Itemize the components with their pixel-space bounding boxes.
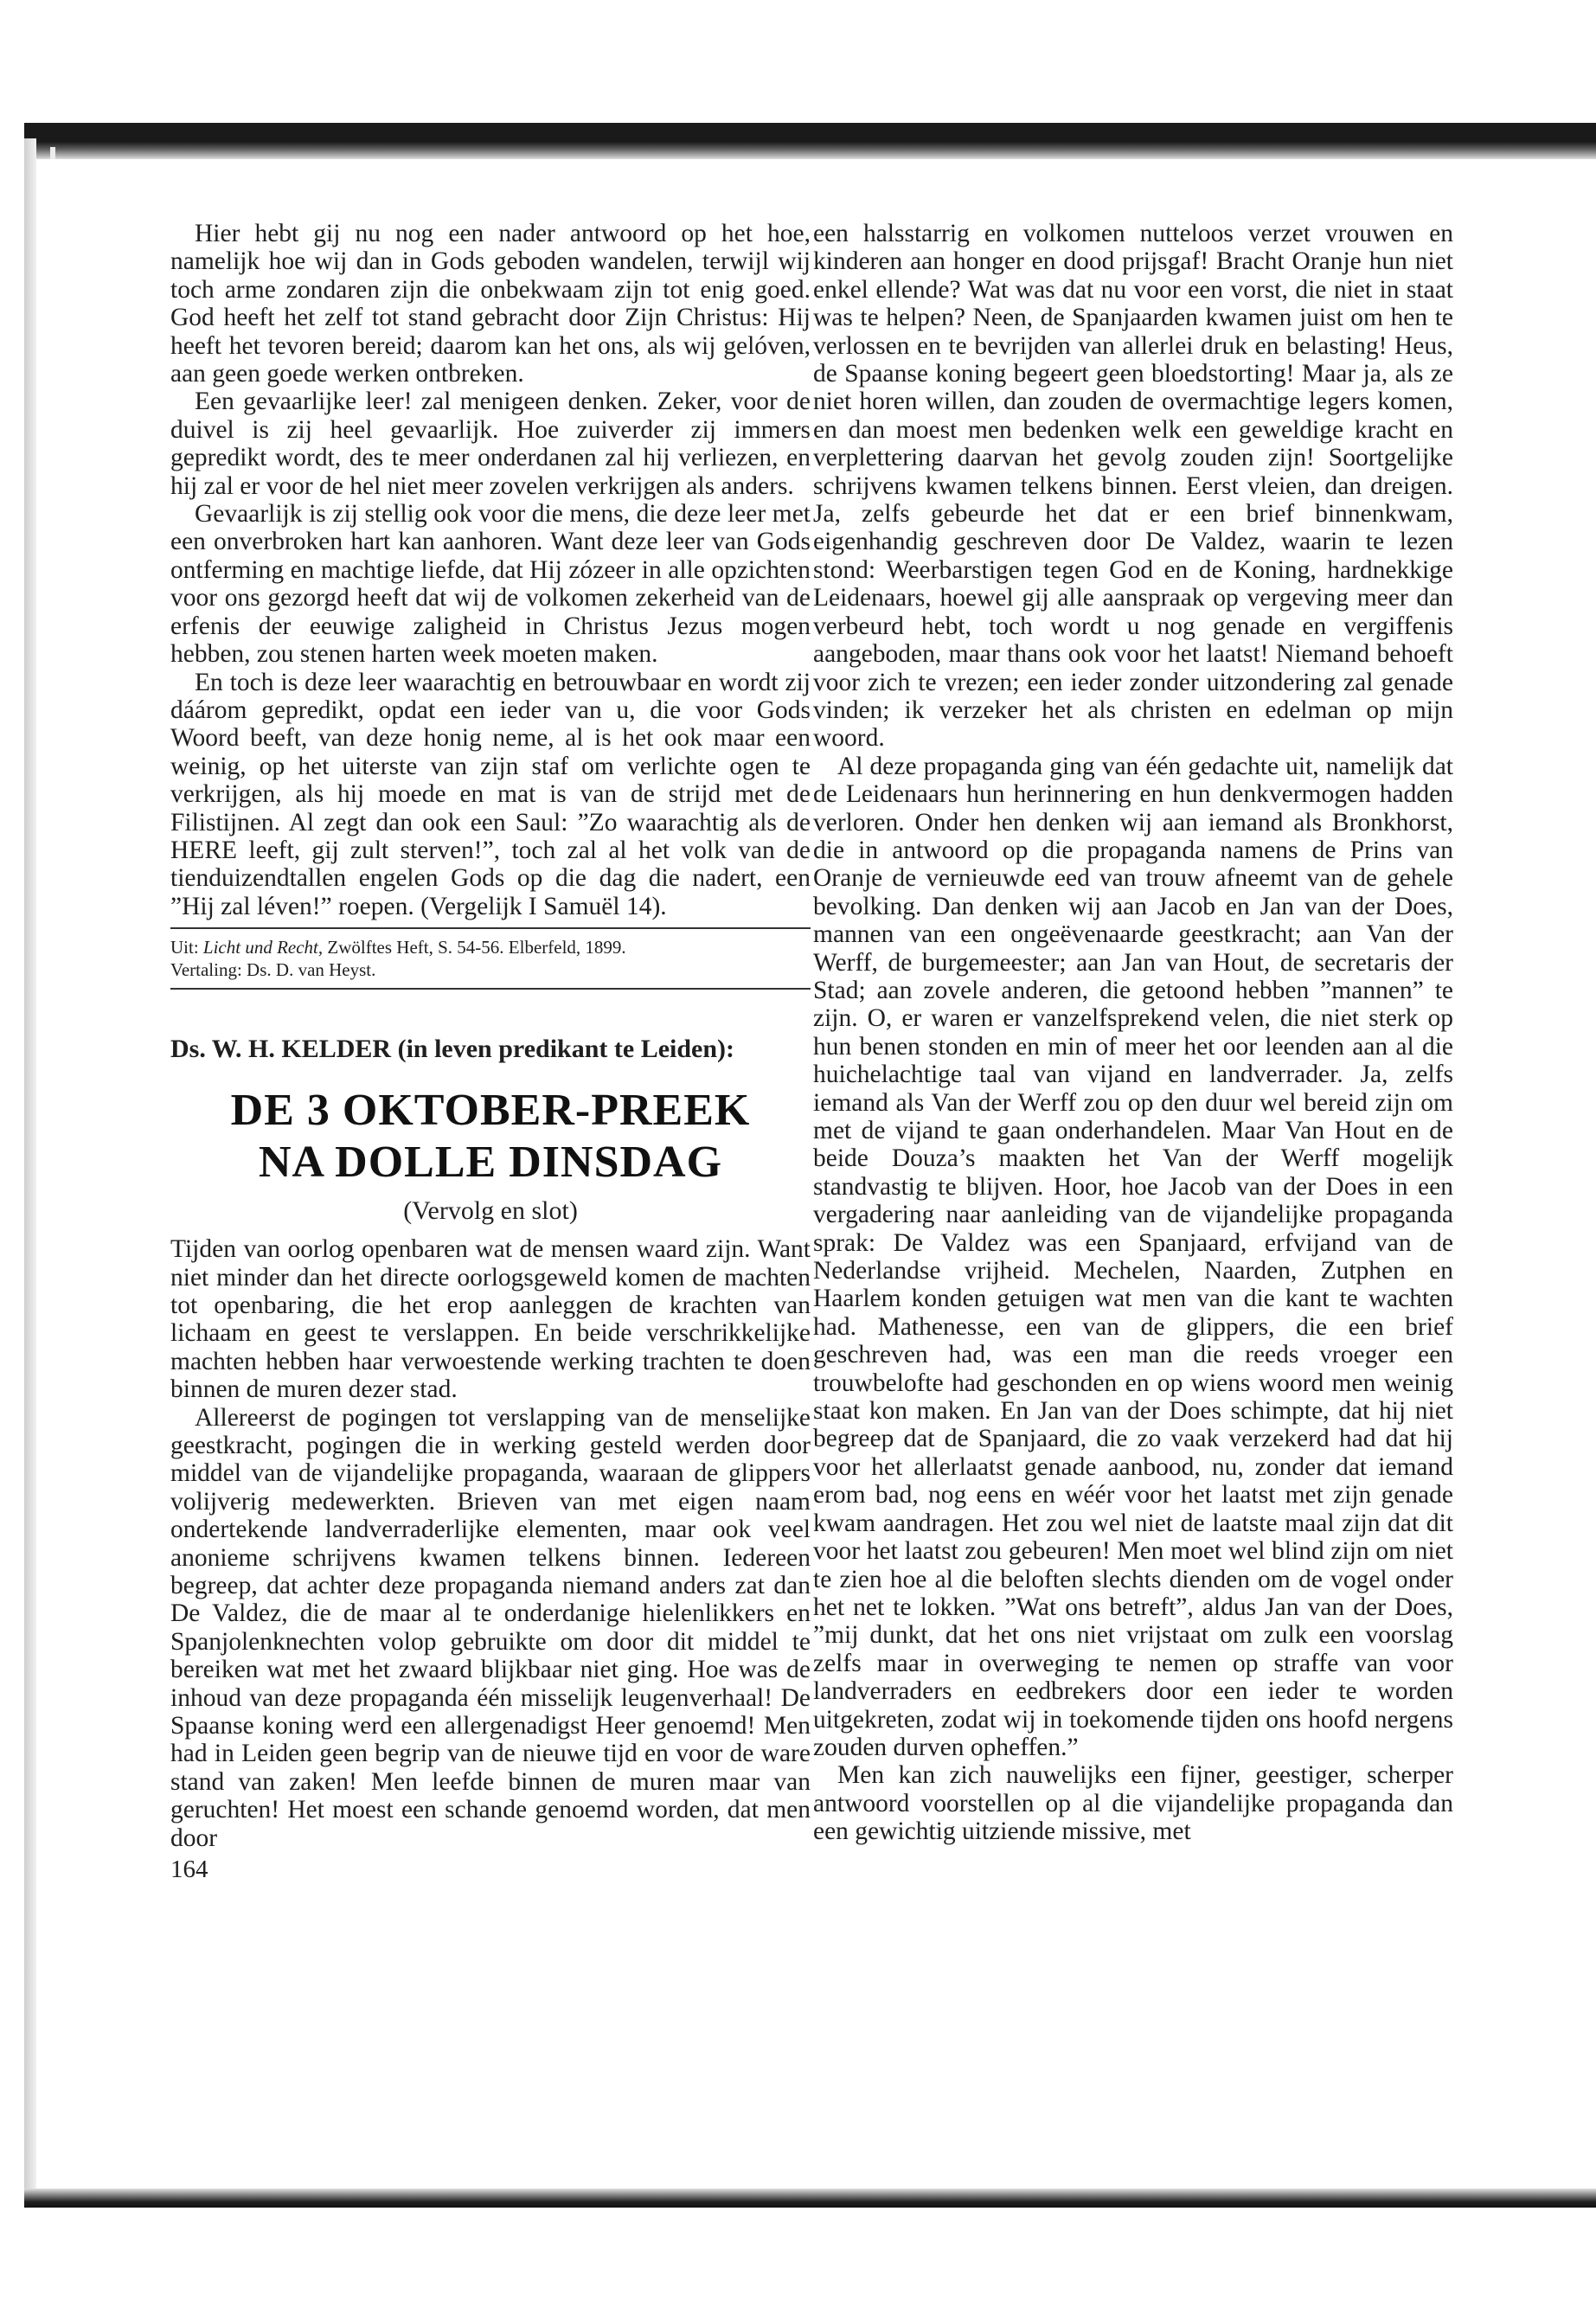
right-column bbox=[813, 220, 1453, 1846]
left-column bbox=[170, 220, 811, 1884]
scan-edge-bottom bbox=[24, 2189, 1596, 2208]
paragraph: Een gevaarlijke leer! zal menigeen denken. Zeker, voor de duivel is zij heel gevaarlijk. Hoe zuiverder zij immers gepredikt wordt, des te meer onderdanen zal hij verliezen, en hij zal er voor de hel niet meer zovelen verkrijgen als anders. bbox=[170, 388, 811, 500]
source-note-rest: Zwölftes Heft, S. 54-56. Elberfeld, 1899. bbox=[323, 937, 626, 958]
article-subtitle: (Vervolg en slot) bbox=[403, 1196, 578, 1226]
scan-edge-left bbox=[24, 138, 36, 2206]
divider-top bbox=[170, 927, 811, 929]
source-note-prefix: Uit: bbox=[170, 937, 203, 958]
paragraph: Al deze propaganda ging van één gedachte uit, namelijk dat de Leidenaars hun herinnering en hun denkvermogen hadden verloren. Onder hen denken wij aan iemand als Bronkhorst, die in antwoord op die propaganda namens de Prins van Oranje de vernieuwde eed van trouw afneemt van de gehele bevolking. Dan denken wij aan Jacob en Jan van der Does, mannen van een ongeëvenaarde geestkracht; aan Van der Werff, de burgemeester; aan Jan van Hout, de secretaris der Stad; aan zovele anderen, die getoond hebben ”mannen” te zijn. O, er waren er vanzelfsprekend velen, die niet sterk op hun benen stonden en min of meer het oor leenden aan al die huichelachtige taal van vijand en landverrader. Ja, zelfs iemand als Van der Werff zou op den duur wel bereid zijn om met de vijand te gaan onderhandelen. Maar Van Hout en de beide Douza’s maakten het Van der Werff mogelijk standvastig te blijven. Hoor, hoe Jacob van der Does in een vergadering naar aanleiding van de vijandelijke propaganda sprak: De Valdez was een Spanjaard, erfvijand van de Nederlandse vrijheid. Mechelen, Naarden, Zutphen en Haarlem konden getuigen wat men van die kant te wachten had. Mathenesse, een van de glippers, die een brief geschreven had, was een man die reeds vroeger een trouwbelofte had geschonden en op wiens woord men weinig staat kon maken. En Jan van der Does schimpte, dat hij niet begreep dat de Spanjaard, die zo vaak verzekerd had dat hij voor het allerlaatst genade aanbood, nu, zonder dat iemand erom bad, nog eens en wéér voor het laatst met zijn genade kwam aandragen. Het zou wel niet de laatste maal zijn dat dit voor het laatst zou gebeuren! Men moet wel blind zijn om niet te zien hoe al die beloften slechts dienden om de vogel onder het net te lokken. ”Wat ons betreft”, aldus Jan van der Does, ”mij dunkt, dat het ons niet vrijstaat om zulk een voorslag zelfs maar in overweging te nemen op straffe van voor landverraders en eedbrekers door een ieder te worden uitgekreten, zodat wij in toekomende tijden ons hoofd nergens zouden durven opheffen.” bbox=[813, 752, 1453, 1761]
translation-note: Vertaling: Ds. D. van Heyst. bbox=[170, 959, 376, 981]
paragraph: Gevaarlijk is zij stellig ook voor die mens, die deze leer met een onverbroken hart kan aanhoren. Want deze leer van Gods ontferming en machtige liefde, dat Hij zózeer in alle opzichten voor ons gezorgd heeft dat wij de volkomen zekerheid van de erfenis der eeuwige zaligheid in Christus Jezus mogen hebben, zou stenen harten week moeten maken. bbox=[170, 500, 811, 669]
author-line: Ds. W. H. KELDER (in leven predikant te Leiden): bbox=[170, 1035, 735, 1064]
title-line-2: NA DOLLE DINSDAG bbox=[258, 1138, 723, 1188]
article-title bbox=[170, 1085, 811, 1189]
paragraph: Tijden van oorlog openbaren wat de mensen waard zijn. Want niet minder dan het directe oorlogsgeweld komen de machten tot openbaring, die het erop aanleggen de krachten van lichaam en geest te verslappen. En beide verschrikkelijke machten hebben haar verwoestende werking trachten te doen binnen de muren dezer stad. bbox=[170, 1235, 811, 1404]
paragraph: een halsstarrig en volkomen nutteloos verzet vrouwen en kinderen aan honger en dood prijsgaf! Bracht Oranje hun niet enkel ellende? Wat was dat nu voor een vorst, die niet in staat was te helpen? Neen, de Spanjaarden kwamen juist om hen te verlossen en te bevrijden van allerlei druk en belasting! Heus, de Spaanse koning begeert geen bloedstorting! Maar ja, als ze niet horen willen, dan zouden de overmachtige legers komen, en dan moest men bedenken welk een geweldige kracht en verplettering daarvan het gevolg zouden zijn! Soortgelijke schrijvens kwamen telkens binnen. Eerst vleien, dan dreigen. Ja, zelfs gebeurde het dat er een brief binnenkwam, eigenhandig geschreven door De Valdez, waarin te lezen stond: Weerbarstigen tegen God en de Koning, hardnekkige Leidenaars, hoewel gij alle aanspraak op vergeving meer dan verbeurd hebt, toch wordt u nog genade en vergiffenis aangeboden, maar thans ook voor het laatst! Niemand behoeft voor zich te vrezen; een ieder zonder uitzondering zal genade vinden; ik verzeker het als christen en edelman op mijn woord. bbox=[813, 220, 1453, 753]
divider-bottom bbox=[170, 988, 811, 990]
paragraph: Hier hebt gij nu nog een nader antwoord op het hoe, namelijk hoe wij dan in Gods geboden wandelen, terwijl wij toch arme zondaren zijn die onbekwaam zijn tot enig goed. God heeft het zelf tot stand gebracht door Zijn Christus: Hij heeft het tevoren bereid; daarom kan het ons, als wij gelóven, aan geen goede werken ontbreken. bbox=[170, 220, 811, 388]
paragraph: Allereerst de pogingen tot verslapping van de menselijke geestkracht, pogingen die in werking gesteld werden door middel van de vijandelijke propaganda, waaraan de glippers volijverig medewerkten. Brieven van met eigen naam ondertekende landverraderlijke elementen, maar ook veel anonieme schrijvens kwamen telkens binnen. Iedereen begreep, dat achter deze propaganda niemand anders zat dan De Valdez, die de maar al te onderdanige hielenlikkers en Spanjolenknechten volop gebruikte om door dit middel te bereiken wat met het zwaard blijkbaar niet ging. Hoe was de inhoud van deze propaganda één misselijk leugenverhaal! De Spaanse koning werd een allergenadigst Heer genoemd! Men had in Leiden geen begrip van de nieuwe tijd en voor de ware stand van zaken! Men leefde binnen de muren maar van geruchten! Het moest een schande genoemd worden, dat men door bbox=[170, 1403, 811, 1852]
paragraph: Men kan zich nauwelijks een fijner, geestiger, scherper antwoord voorstellen op al die vijandelijke propaganda dan een gewichtig uitziende missive, met bbox=[813, 1761, 1453, 1846]
page-number: 164 bbox=[170, 1856, 208, 1884]
source-note bbox=[170, 936, 811, 958]
page bbox=[36, 159, 1585, 2189]
scan-edge-top bbox=[24, 123, 1596, 159]
source-note-title: Licht und Recht, bbox=[202, 937, 324, 958]
paragraph: En toch is deze leer waarachtig en betrouwbaar en wordt zij dáárom gepredikt, opdat een ieder van u, die voor Gods Woord beeft, van deze honig neme, al is het ook maar een weinig, op het uiterste van zijn staf om verlichte ogen te verkrijgen, als hij moede en mat is van de strijd met de Filistijnen. Al zegt dan ook een Saul: ”Zo waarachtig als de HERE leeft, gij zult sterven!”, toch zal al het volk van de tienduizendtallen engelen Gods op die dag die nadert, een ”Hij zal léven!” roepen. (Vergelijk I Samuël 14). bbox=[170, 668, 811, 920]
title-line-1: DE 3 OKTOBER-PREEK bbox=[230, 1086, 751, 1136]
